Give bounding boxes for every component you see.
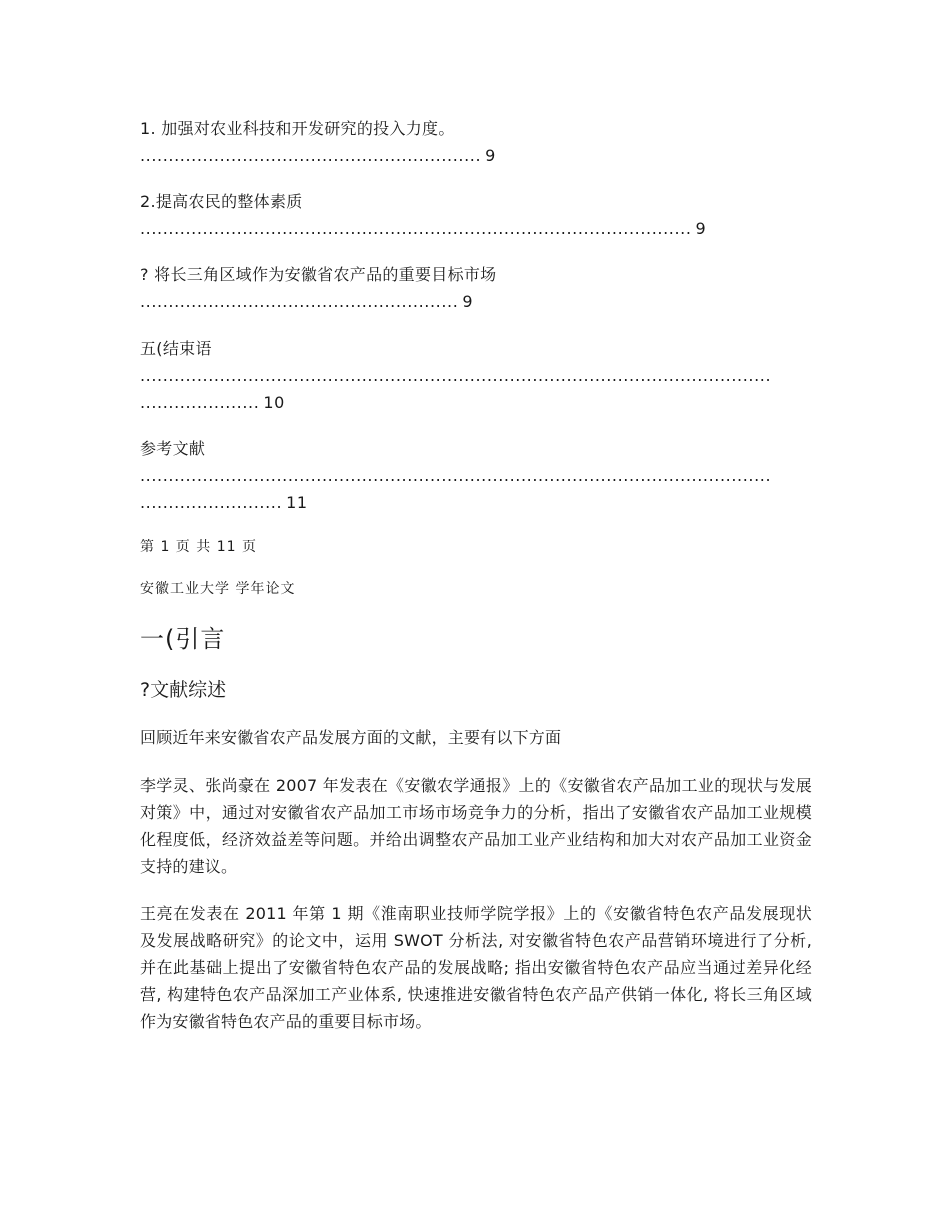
toc-leader-dots: ..................... bbox=[140, 393, 260, 412]
toc-entry-title: 1. 加强对农业科技和开发研究的投入力度。 bbox=[140, 119, 455, 138]
toc-entry-title: ? 将长三角区域作为安徽省农产品的重要目标市场 bbox=[140, 265, 497, 284]
body-paragraph: 王亮在发表在 2011 年第 1 期《淮南职业技师学院学报》上的《安徽省特色农产品发展现状及发展战略研究》的论文中，运用 SWOT 分析法, 对安徽省特色农产品营销环境进行了分析, 并在此基础上提出了安徽省特色农产品的发展战略; 指出安徽省特色农产品应当通过差异化经营, 构建特色农产品深加工产业体系, 快速推进安徽省特色农产品产供销一体化, 将长三角区域作为安徽省特色农产品的重要目标市场。 bbox=[140, 904, 812, 1031]
body-paragraph: 李学灵、张尚豪在 2007 年发表在《安徽农学通报》上的《安徽省农产品加工业的现状与发展对策》中，通过对安徽省农产品加工市场市场竞争力的分析，指出了安徽省农产品加工业规模化程度低，经济效益差等问题。并给出调整农产品加工业产业结构和加大对农产品加工业资金支持的建议。 bbox=[140, 776, 812, 876]
toc-entry-leader: ............................................................................................................... bbox=[140, 466, 772, 485]
subsection-heading: ?文献综述 bbox=[140, 679, 227, 701]
toc-entry-leader bbox=[140, 291, 473, 313]
document-page bbox=[140, 0, 810, 1230]
toc-page-number: 11 bbox=[286, 493, 308, 512]
toc-entry-title: 2.提高农民的整体素质 bbox=[140, 192, 303, 211]
toc-entry-leader bbox=[140, 392, 285, 414]
toc-entry-title: 参考文献 bbox=[140, 439, 206, 458]
intro-paragraph: 回顾近年来安徽省农产品发展方面的文献，主要有以下方面 bbox=[140, 728, 562, 747]
toc-leader-dots: ........................................................ bbox=[140, 292, 459, 311]
toc-page-number: 9 bbox=[695, 219, 707, 238]
toc-entry-leader bbox=[140, 145, 496, 167]
toc-entry-leader: ............................................................................................................... bbox=[140, 366, 772, 385]
toc-entry-leader bbox=[140, 492, 308, 514]
toc-page-number: 9 bbox=[485, 146, 496, 165]
page-footer: 第 1 页 共 11 页 bbox=[140, 539, 257, 555]
toc-page-number: 9 bbox=[462, 292, 474, 311]
toc-page-number: 10 bbox=[263, 393, 285, 412]
toc-entry-title: 五(结束语 bbox=[140, 339, 212, 358]
toc-leader-dots: ......................... bbox=[140, 493, 283, 512]
toc-entry-leader bbox=[140, 218, 706, 240]
running-header: 安徽工业大学 学年论文 bbox=[140, 581, 296, 597]
toc-leader-dots: ................................................................................................. bbox=[140, 219, 692, 238]
section-heading: 一(引言 bbox=[140, 625, 226, 653]
toc-leader-dots: ............................................................ bbox=[140, 146, 482, 165]
